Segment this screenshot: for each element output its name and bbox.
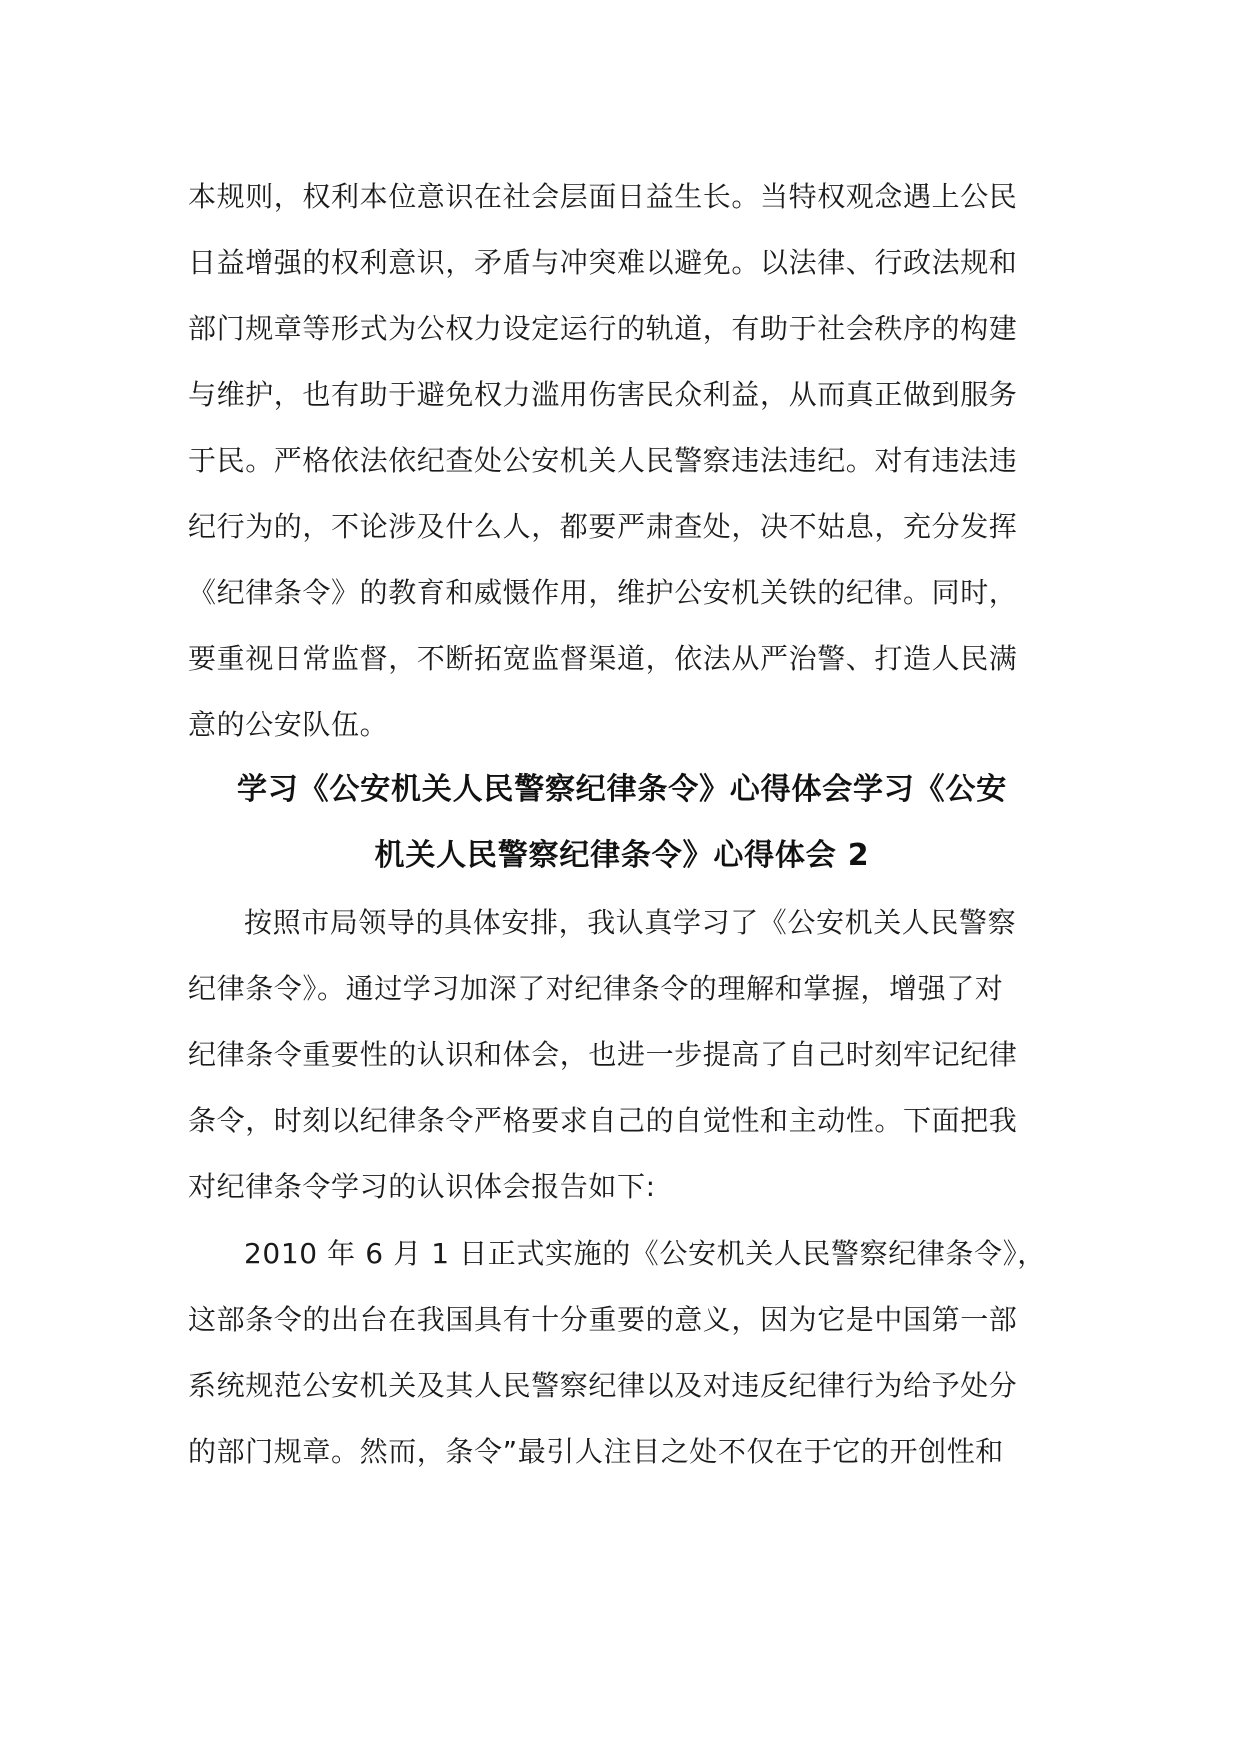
paragraph-line: 日益增强的权利意识，矛盾与冲突难以避免。以法律、行政法规和 — [188, 246, 1018, 279]
paragraph-line: 本规则，权利本位意识在社会层面日益生长。当特权观念遇上公民 — [188, 180, 1018, 213]
paragraph-line: 《纪律条令》的教育和威慑作用，维护公安机关铁的纪律。同时， — [188, 576, 1018, 609]
paragraph-line: 部门规章等形式为公权力设定运行的轨道，有助于社会秩序的构建 — [188, 312, 1018, 345]
paragraph-line: 按照市局领导的具体安排，我认真学习了《公安机关人民警察 — [244, 906, 1017, 939]
paragraph-line: 纪律条令》。通过学习加深了对纪律条令的理解和掌握，增强了对 — [188, 972, 1004, 1005]
paragraph-line: 纪律条令重要性的认识和体会，也进一步提高了自己时刻牢记纪律 — [188, 1038, 1018, 1071]
paragraph-line: 意的公安队伍。 — [188, 708, 389, 741]
paragraph-line: 于民。严格依法依纪查处公安机关人民警察违法违纪。对有违法违 — [188, 444, 1018, 477]
paragraph-line: 要重视日常监督，不断拓宽监督渠道，依法从严治警、打造人民满 — [188, 642, 1018, 675]
paragraph-line: 与维护，也有助于避免权力滥用伤害民众利益，从而真正做到服务 — [188, 378, 1018, 411]
paragraph-line: 2010 年 6 月 1 日正式实施的《公安机关人民警察纪律条令》， — [244, 1237, 1046, 1270]
paragraph-line: 的部门规章。然而，条令”最引人注目之处不仅在于它的开创性和 — [188, 1435, 1004, 1468]
body-paragraph — [188, 890, 1056, 1220]
paragraph-line: 条令，时刻以纪律条令严格要求自己的自觉性和主动性。下面把我 — [188, 1104, 1018, 1137]
paragraph-line: 这部条令的出台在我国具有十分重要的意义，因为它是中国第一部 — [188, 1303, 1018, 1336]
paragraph-line: 对纪律条令学习的认识体会报告如下: — [188, 1170, 656, 1203]
section-heading — [188, 757, 1056, 889]
paragraph-line: 纪行为的，不论涉及什么人，都要严肃查处，决不姑息，充分发挥 — [188, 510, 1018, 543]
body-paragraph — [188, 1221, 1056, 1485]
heading-line: 机关人民警察纪律条令》心得体会 2 — [374, 838, 870, 873]
heading-line: 学习《公安机关人民警察纪律条令》心得体会学习《公安 — [237, 772, 1007, 807]
paragraph-line: 系统规范公安机关及其人民警察纪律以及对违反纪律行为给予处分 — [188, 1369, 1018, 1402]
body-paragraph — [188, 164, 1056, 758]
